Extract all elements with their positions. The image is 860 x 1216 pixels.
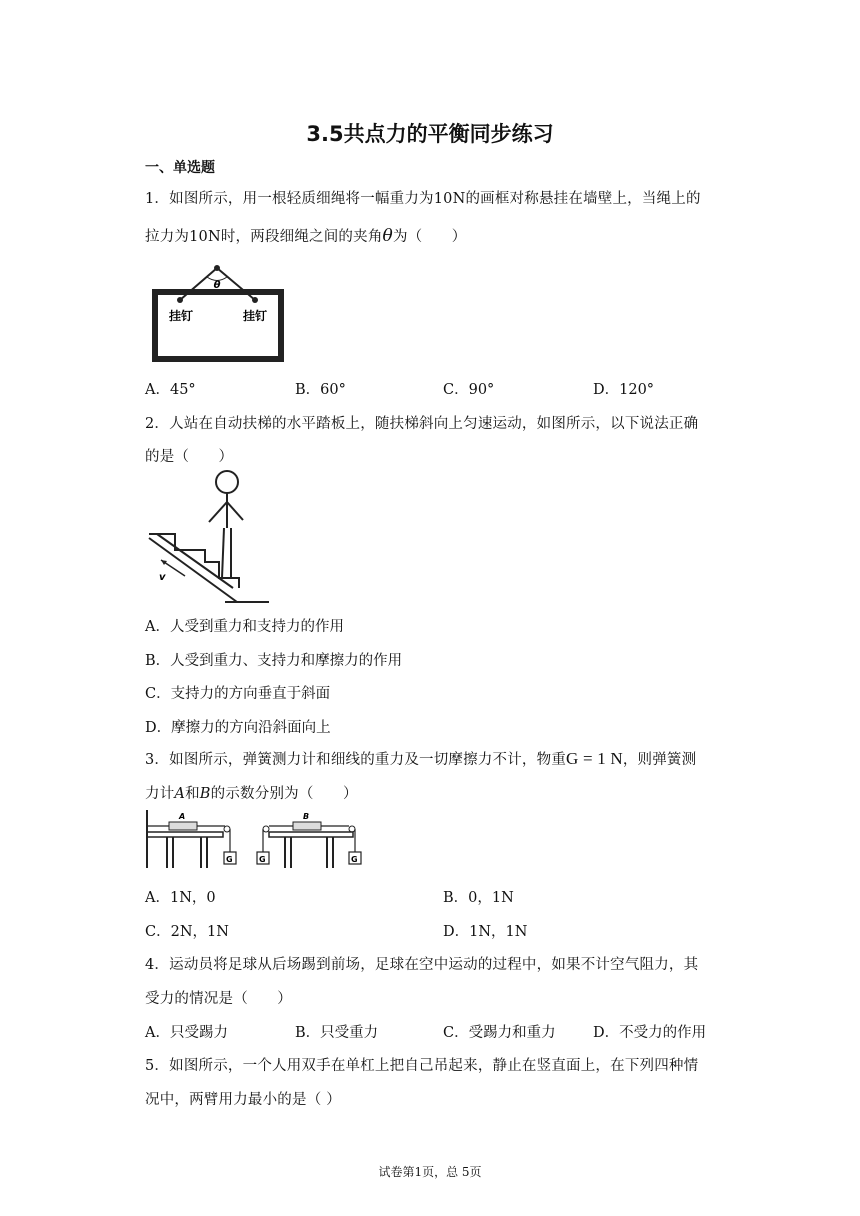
q4-option-c[interactable]: C．受踢力和重力	[443, 1025, 556, 1041]
q1-option-c[interactable]: C．90°	[443, 382, 495, 398]
q3-fig-weight-2: G	[259, 855, 266, 864]
q1-stem-line1: 1．如图所示，用一根轻质细绳将一幅重力为10N的画框对称悬挂在墙壁上，当绳上的	[145, 191, 701, 207]
q3-fig-weight-3: G	[351, 855, 358, 864]
q2-stem-line2: 的是（ ）	[145, 449, 234, 465]
q1-picture-frame-figure	[145, 258, 290, 364]
q2-option-b[interactable]: B．人受到重力、支持力和摩擦力的作用	[145, 653, 403, 669]
q5-stem-line1: 5．如图所示，一个人用双手在单杠上把自己吊起来，静止在竖直面上，在下列四种情	[145, 1058, 699, 1074]
q1-fig-nail-left: 挂钉	[169, 309, 194, 323]
q2-option-a[interactable]: A．人受到重力和支持力的作用	[145, 619, 344, 635]
q2-option-d[interactable]: D．摩擦力的方向沿斜面向上	[145, 720, 331, 736]
q3-stem-text: 3．如图所示，弹簧测力计和细线的重力及一切摩擦力不计，物重	[145, 752, 567, 768]
q3-weight-formula: G = 1 N	[566, 749, 623, 768]
q3-stem-part1: 力计	[145, 786, 175, 802]
q1-stem-text-end: 为（ ）	[392, 229, 467, 245]
q3-stem-part2: 和	[185, 786, 200, 802]
q3-option-a[interactable]: A．1N，0	[145, 890, 216, 906]
q2-stem-line1: 2．人站在自动扶梯的水平踏板上，随扶梯斜向上匀速运动，如图所示，以下说法正确	[145, 416, 699, 432]
q2-fig-velocity: v	[159, 572, 166, 583]
q3-option-c[interactable]: C．2N，1N	[145, 924, 229, 940]
q3-fig-label-b: B	[303, 812, 310, 821]
q3-stem-line1	[145, 748, 696, 769]
q3-spring-scale-figure	[145, 808, 365, 870]
q3-stem-text-end: ，则弹簧测	[622, 752, 697, 768]
q1-option-b[interactable]: B．60°	[295, 382, 346, 398]
q1-option-a[interactable]: A．45°	[145, 382, 196, 398]
q5-stem-line2: 况中，两臂用力最小的是（ ）	[145, 1092, 341, 1108]
q3-option-d[interactable]: D．1N，1N	[443, 924, 528, 940]
q3-stem-line2	[145, 782, 358, 803]
q3-fig-weight-1: G	[226, 855, 233, 864]
q4-stem-line2: 受力的情况是（ ）	[145, 991, 292, 1007]
q1-option-d[interactable]: D．120°	[593, 382, 655, 398]
section-heading: 一、单选题	[145, 160, 215, 176]
q1-theta-symbol: θ	[382, 226, 393, 246]
q2-escalator-figure	[145, 466, 271, 606]
q1-stem-line2	[145, 225, 466, 246]
q4-stem-line1: 4．运动员将足球从后场踢到前场，足球在空中运动的过程中，如果不计空气阻力，其	[145, 957, 699, 973]
q3-option-b[interactable]: B．0，1N	[443, 890, 514, 906]
page-title: 3.5共点力的平衡同步练习	[306, 122, 554, 146]
q4-option-d[interactable]: D．不受力的作用	[593, 1025, 707, 1041]
page-footer: 试卷第1页，总 5页	[378, 1165, 482, 1179]
q4-option-a[interactable]: A．只受踢力	[145, 1025, 228, 1041]
q3-label-a: A	[174, 786, 186, 802]
q1-stem-text: 拉力为10N时，两段细绳之间的夹角	[145, 229, 383, 245]
q2-option-c[interactable]: C．支持力的方向垂直于斜面	[145, 686, 331, 702]
q3-fig-label-a: A	[179, 812, 186, 821]
q3-label-b: B	[199, 786, 211, 802]
q4-option-b[interactable]: B．只受重力	[295, 1025, 379, 1041]
q3-stem-part3: 的示数分别为（ ）	[210, 786, 358, 802]
q1-fig-theta: θ	[213, 280, 221, 291]
q1-fig-nail-right: 挂钉	[243, 309, 268, 323]
